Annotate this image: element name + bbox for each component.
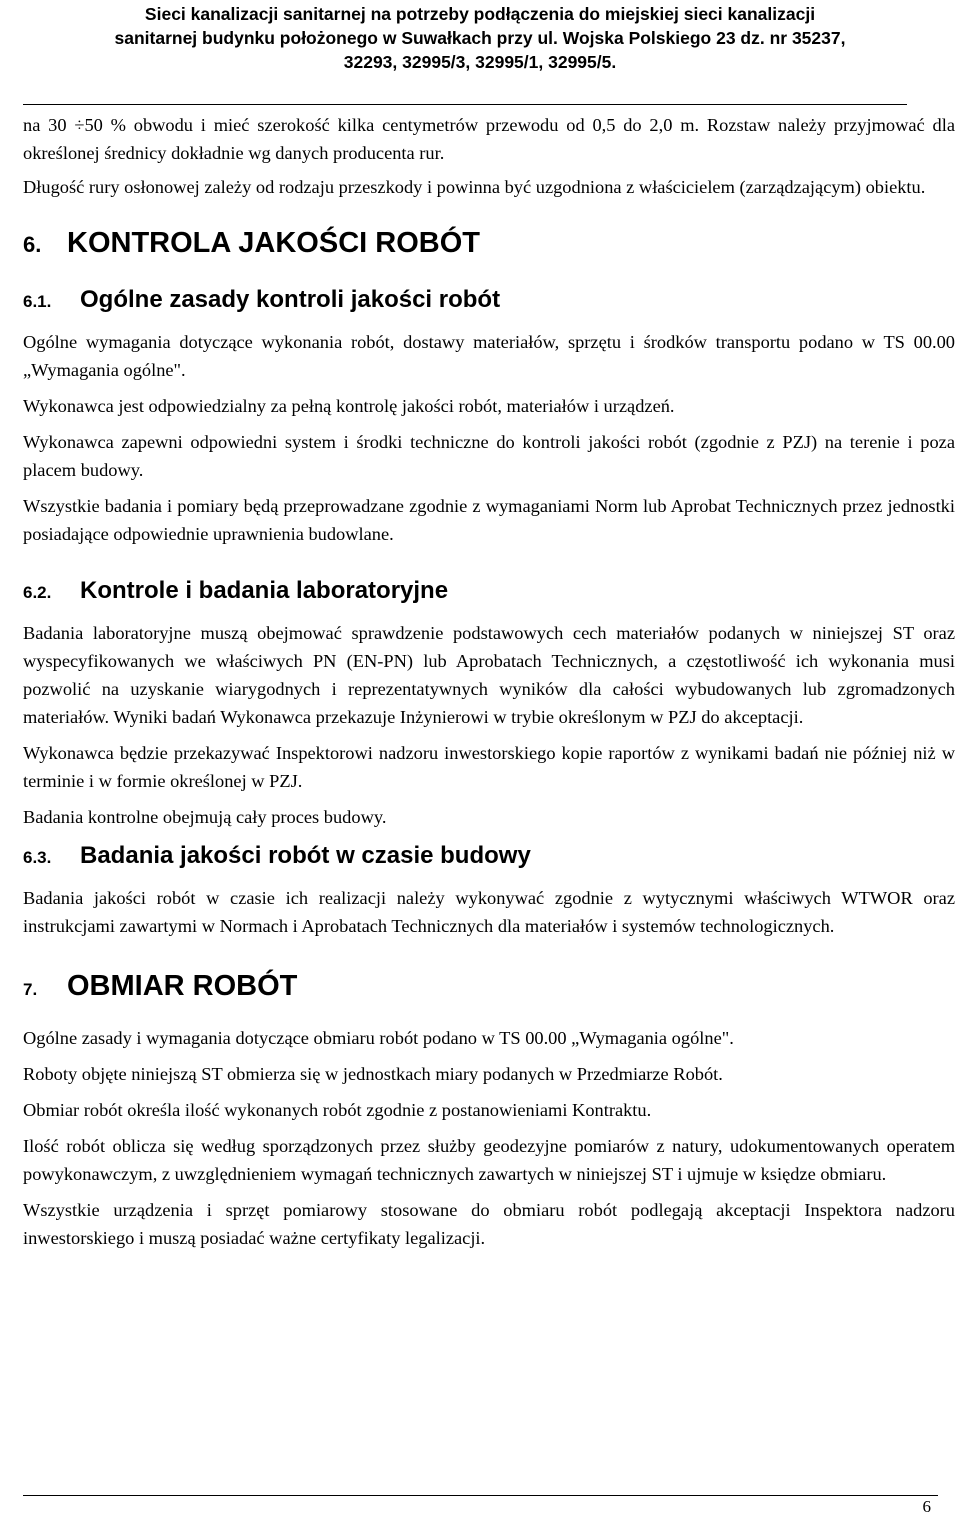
paragraph: Ogólne wymagania dotyczące wykonania robót, dostawy materiałów, sprzętu i środków transportu podano w TS 00.00 „Wymagania ogólne". (23, 332, 955, 380)
section-heading-7 (23, 966, 955, 1010)
header-line-1: Sieci kanalizacji sanitarnej na potrzeby podłączenia do miejskiej sieci kanalizacji (144, 4, 816, 24)
header-line-2: sanitarnej budynku położonego w Suwałkach przy ul. Wojska Polskiego 23 dz. nr 35237, (114, 28, 846, 48)
subsection-6-1-body (23, 328, 955, 548)
section-7-body (23, 1024, 955, 1252)
paragraph: Roboty objęte niniejszą ST obmierza się w jednostkach miary podanych w Przedmiarze Robót. (23, 1064, 723, 1084)
section-heading-6 (23, 223, 955, 265)
subsection-title: Kontrole i badania laboratoryjne (80, 577, 449, 604)
subsection-heading-6-1 (23, 284, 955, 318)
subsection-heading-6-3 (23, 840, 955, 874)
paragraph: Długość rury osłonowej zależy od rodzaju przeszkody i powinna być uzgodniona z właścicielem (zarządzającym) obiektu. (23, 177, 926, 197)
section-title: KONTROLA JAKOŚCI ROBÓT (67, 227, 480, 259)
paragraph: Badania kontrolne obejmują cały proces budowy. (23, 807, 387, 827)
subsection-title: Badania jakości robót w czasie budowy (80, 842, 531, 869)
page-number: 6 (922, 1497, 931, 1516)
paragraph: Wykonawca zapewni odpowiedni system i środki techniczne do kontroli jakości robót (zgodnie z PZJ) na terenie i poza placem budowy. (23, 432, 955, 480)
footer-divider (23, 1495, 938, 1496)
section-title: OBMIAR ROBÓT (67, 970, 298, 1002)
paragraph: Wszystkie urządzenia i sprzęt pomiarowy stosowane do obmiaru robót podlegają akceptacji Inspektora nadzoru inwestorskiego i muszą posiadać ważne certyfikaty legalizacji. (23, 1200, 955, 1248)
paragraph: Ilość robót oblicza się według sporządzonych przez służby geodezyjne pomiarów z natury, udokumentowanych operatem powykonawczym, z uwzględnieniem wymagań technicznych zawartych w niniejszej ST i ujmuje w księdze obmiaru. (23, 1136, 955, 1184)
document-body (23, 111, 955, 1252)
subsection-number: 6.2. (23, 583, 52, 602)
subsection-title: Ogólne zasady kontroli jakości robót (80, 286, 501, 313)
document-header (20, 2, 940, 74)
section-number: 7. (23, 980, 38, 999)
paragraph: Wykonawca będzie przekazywać Inspektorowi nadzoru inwestorskiego kopie raportów z wynikami badań nie później niż w terminie i w formie określonej w PZJ. (23, 743, 955, 791)
header-divider (23, 104, 907, 105)
subsection-heading-6-2 (23, 575, 955, 609)
paragraph: Ogólne zasady i wymagania dotyczące obmiaru robót podano w TS 00.00 „Wymagania ogólne". (23, 1028, 734, 1048)
subsection-6-3-body (23, 884, 955, 940)
paragraph: Wszystkie badania i pomiary będą przeprowadzane zgodnie z wymaganiami Norm lub Aprobat Technicznych przez jednostki posiadające odpowiednie uprawnienia budowlane. (23, 496, 955, 544)
subsection-number: 6.1. (23, 292, 52, 311)
paragraph: Wykonawca jest odpowiedzialny za pełną kontrolę jakości robót, materiałów i urządzeń. (23, 396, 675, 416)
paragraph: Badania laboratoryjne muszą obejmować sprawdzenie podstawowych cech materiałów podanych w niniejszej ST oraz wyspecyfikowanych we właściwych PN (EN-PN) lub Aprobatach Technicznych, a częstotliwość ich wykonania musi pozwolić na uzyskanie wiarygodnych i reprezentatywnych wyników dla całości wybudowanych lub zgromadzonych materiałów. Wyniki badań Wykonawca przekazuje Inżynierowi w trybie określonym w PZJ do akceptacji. (23, 623, 955, 727)
paragraph: Badania jakości robót w czasie ich realizacji należy wykonywać zgodnie z wytycznymi właściwych WTWOR oraz instrukcjami zawartymi w Normach i Aprobatach Technicznych dla materiałów i systemów technologicznych. (23, 888, 955, 936)
paragraph: Obmiar robót określa ilość wykonanych robót zgodnie z postanowieniami Kontraktu. (23, 1100, 652, 1120)
paragraph: na 30 ÷50 % obwodu i mieć szerokość kilka centymetrów przewodu od 0,5 do 2,0 m. Rozstaw należy przyjmować dla określonej średnicy dokładnie wg danych producenta rur. (23, 115, 955, 163)
subsection-number: 6.3. (23, 848, 52, 867)
header-line-3: 32293, 32995/3, 32995/1, 32995/5. (343, 52, 617, 72)
subsection-6-2-body (23, 619, 955, 831)
section-number: 6. (23, 232, 42, 257)
